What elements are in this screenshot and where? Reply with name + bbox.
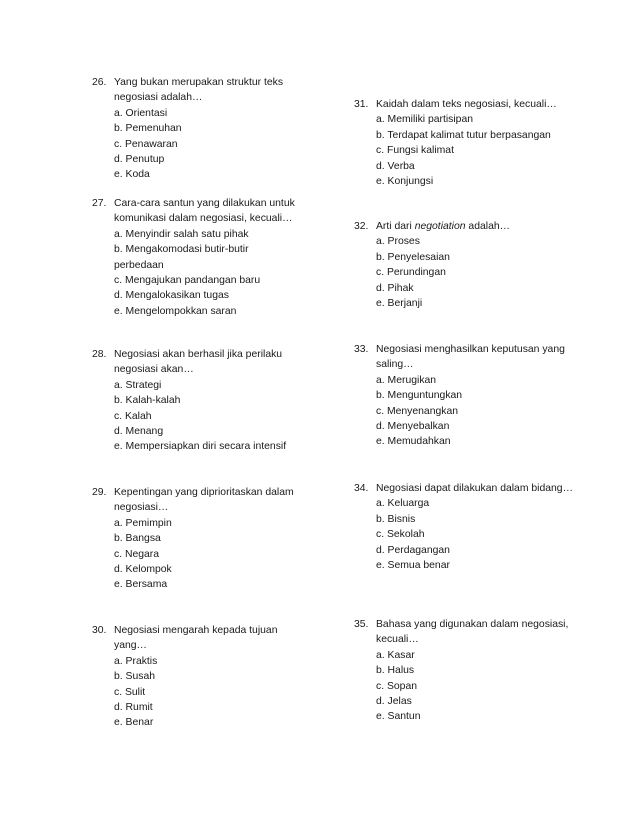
question-number: 31. <box>354 99 369 110</box>
option-b: b. Bisnis <box>376 513 416 525</box>
option-c: c. Mengajukan pandangan baru <box>114 275 261 287</box>
option-a: a. Strategi <box>114 379 162 391</box>
option-a: a. Menyindir salah satu pihak <box>114 228 249 240</box>
question-stem <box>354 97 579 112</box>
option-a: a. Keluarga <box>376 498 430 510</box>
option-b: b. Penyelesaian <box>376 251 450 263</box>
question-number: 32. <box>354 221 369 232</box>
option-list <box>376 648 579 725</box>
question-text: Negosiasi menghasilkan keputusan yang saling… <box>376 344 565 371</box>
question-stem <box>92 75 307 106</box>
question-text: Kepentingan yang diprioritaskan dalam negosiasi… <box>114 487 294 514</box>
option-d: d. Penutup <box>114 154 165 166</box>
option-c: c. Penawaran <box>114 138 178 150</box>
question-stem <box>92 196 307 227</box>
option-list <box>114 227 307 319</box>
option-e: e. Santun <box>376 711 421 723</box>
option-b: b. Susah <box>114 671 156 683</box>
option-e: e. Konjungsi <box>376 176 434 188</box>
option-d: d. Verba <box>376 160 415 172</box>
option-c: c. Sekolah <box>376 529 425 541</box>
option-e: e. Bersama <box>114 579 168 591</box>
option-e: e. Memudahkan <box>376 436 451 448</box>
option-c: c. Perundingan <box>376 267 446 279</box>
question-text: Negosiasi dapat dilakukan dalam bidang… <box>376 483 573 494</box>
option-d: d. Mengalokasikan tugas <box>114 290 229 302</box>
option-list <box>376 496 579 573</box>
option-b: b. Menguntungkan <box>376 390 463 402</box>
option-list <box>376 234 579 311</box>
option-list <box>114 106 307 183</box>
question-number: 27. <box>92 198 107 209</box>
option-d: d. Menyebalkan <box>376 421 450 433</box>
option-d: d. Perdagangan <box>376 544 450 556</box>
option-a: a. Merugikan <box>376 374 437 386</box>
option-a: a. Kasar <box>376 649 415 661</box>
question-text: Yang bukan merupakan struktur teks negosiasi adalah… <box>114 77 284 104</box>
option-e: e. Mempersiapkan diri secara intensif <box>114 441 287 453</box>
option-e: e. Semua benar <box>376 560 450 572</box>
option-d: d. Menang <box>114 426 164 438</box>
question-number: 29. <box>92 487 107 498</box>
option-c: c. Fungsi kalimat <box>376 145 454 157</box>
option-a: a. Memiliki partisipan <box>376 114 474 126</box>
question-number: 30. <box>92 625 107 636</box>
option-a: a. Orientasi <box>114 107 168 119</box>
question-31 <box>354 97 579 189</box>
option-a: a. Pemimpin <box>114 517 172 529</box>
question-text: Kaidah dalam teks negosiasi, kecuali… <box>376 99 557 110</box>
question-stem <box>354 481 579 496</box>
question-35 <box>354 617 579 725</box>
option-c: c. Sulit <box>114 686 146 698</box>
option-b: b. Kalah-kalah <box>114 395 181 407</box>
option-c: c. Sopan <box>376 680 418 692</box>
question-28 <box>92 347 307 455</box>
question-stem <box>354 219 579 234</box>
option-c: c. Menyenangkan <box>376 405 459 417</box>
option-e: e. Benar <box>114 717 154 729</box>
option-c: c. Negara <box>114 548 160 560</box>
option-list <box>114 654 307 731</box>
option-a: a. Praktis <box>114 655 158 667</box>
option-b: b. Bangsa <box>114 533 161 545</box>
option-list <box>376 112 579 189</box>
question-text: Negosiasi mengarah kepada tujuan yang… <box>114 625 278 652</box>
question-stem <box>92 485 307 516</box>
question-text: Cara-cara santun yang dilakukan untuk komunikasi dalam negosiasi, kecuali… <box>114 198 295 225</box>
question-34 <box>354 481 579 573</box>
option-d: d. Kelompok <box>114 564 172 576</box>
option-d: d. Jelas <box>376 696 412 708</box>
option-b: b. Halus <box>376 665 415 677</box>
option-list <box>376 373 579 450</box>
question-number: 33. <box>354 344 369 355</box>
option-d: d. Pihak <box>376 282 414 294</box>
stem-italic-term: negotiation <box>414 221 466 232</box>
question-text: Bahasa yang digunakan dalam negosiasi, kecuali… <box>376 619 569 646</box>
question-26 <box>92 75 307 183</box>
question-stem <box>354 342 579 373</box>
stem-post: adalah… <box>465 221 511 232</box>
option-e: e. Berjanji <box>376 298 423 310</box>
option-b: b. Terdapat kalimat tutur berpasangan <box>376 129 551 141</box>
question-number: 34. <box>354 483 369 494</box>
question-number: 35. <box>354 619 369 630</box>
question-text: Negosiasi akan berhasil jika perilaku negosiasi akan… <box>114 349 283 376</box>
option-list <box>114 516 307 593</box>
question-number: 26. <box>92 77 107 88</box>
stem-pre: Arti dari <box>376 221 415 232</box>
option-b: b. Mengakomodasi butir-butir perbedaan <box>114 244 249 271</box>
question-27 <box>92 196 307 319</box>
option-a: a. Proses <box>376 236 420 248</box>
question-stem <box>354 617 579 648</box>
question-29 <box>92 485 307 593</box>
question-stem <box>92 347 307 378</box>
question-32 <box>354 219 579 311</box>
option-e: e. Koda <box>114 169 150 181</box>
option-list <box>114 378 307 455</box>
option-b: b. Pemenuhan <box>114 123 182 135</box>
question-stem <box>92 623 307 654</box>
question-text <box>376 219 579 234</box>
option-d: d. Rumit <box>114 702 153 714</box>
option-c: c. Kalah <box>114 410 152 422</box>
question-30 <box>92 623 307 731</box>
question-number: 28. <box>92 349 107 360</box>
option-e: e. Mengelompokkan saran <box>114 305 237 317</box>
question-33 <box>354 342 579 450</box>
